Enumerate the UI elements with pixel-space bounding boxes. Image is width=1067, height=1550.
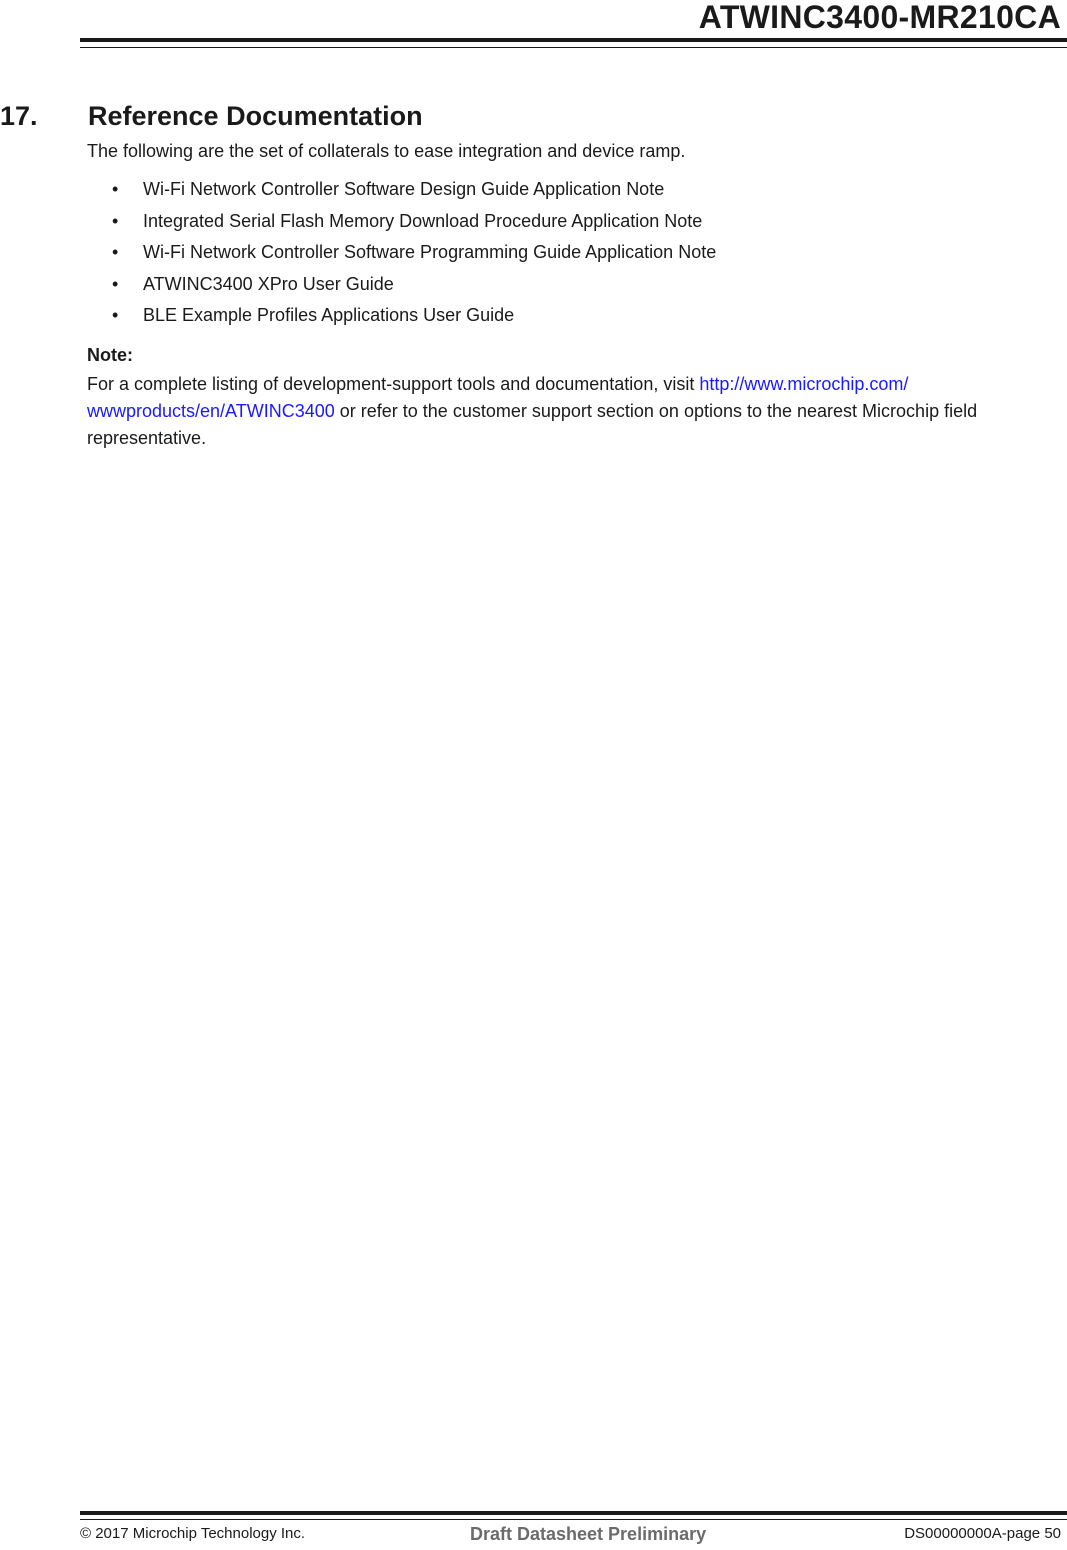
- list-item-label: Wi-Fi Network Controller Software Programming Guide Application Note: [143, 242, 717, 262]
- header-rule-thick: [80, 38, 1067, 42]
- list-item-label: ATWINC3400 XPro User Guide: [143, 273, 394, 294]
- bullet-icon: •: [112, 179, 119, 199]
- bullet-icon: •: [112, 305, 119, 325]
- link-part-2[interactable]: wwwproducts/en/ATWINC3400: [87, 401, 335, 421]
- bullet-icon: •: [112, 242, 119, 262]
- note-label: Note:: [87, 345, 133, 365]
- note-body: [87, 371, 1047, 452]
- list-item-label: Wi-Fi Network Controller Software Design Guide Application Note: [143, 179, 665, 199]
- document-title: ATWINC3400-MR210CA: [698, 0, 1061, 35]
- header-rule-thin: [80, 47, 1067, 48]
- section-intro: The following are the set of collaterals to ease integration and device ramp.: [87, 141, 686, 161]
- footer-status: Draft Datasheet Preliminary: [470, 1524, 707, 1544]
- footer-copyright: © 2017 Microchip Technology Inc.: [80, 1525, 306, 1542]
- section-heading: [0, 100, 423, 132]
- bullet-icon: •: [112, 273, 119, 294]
- note-text-before: For a complete listing of development-support tools and documentation, visit: [87, 374, 700, 394]
- bullet-icon: •: [112, 210, 119, 231]
- footer-rule-thin: [80, 1519, 1067, 1520]
- footer-page-number: DS00000000A-page 50: [904, 1525, 1061, 1542]
- list-item-label: BLE Example Profiles Applications User Guide: [143, 305, 515, 325]
- section-number: 17.: [0, 101, 38, 131]
- note-text-after: or refer to the customer support section on options to the nearest Microchip field representative.: [87, 401, 978, 448]
- section-title: Reference Documentation: [88, 101, 423, 131]
- footer-rule-thick: [80, 1511, 1067, 1515]
- link-part-1[interactable]: http://www.microchip.com/: [699, 374, 909, 394]
- list-item-label: Integrated Serial Flash Memory Download Procedure Application Note: [143, 210, 703, 231]
